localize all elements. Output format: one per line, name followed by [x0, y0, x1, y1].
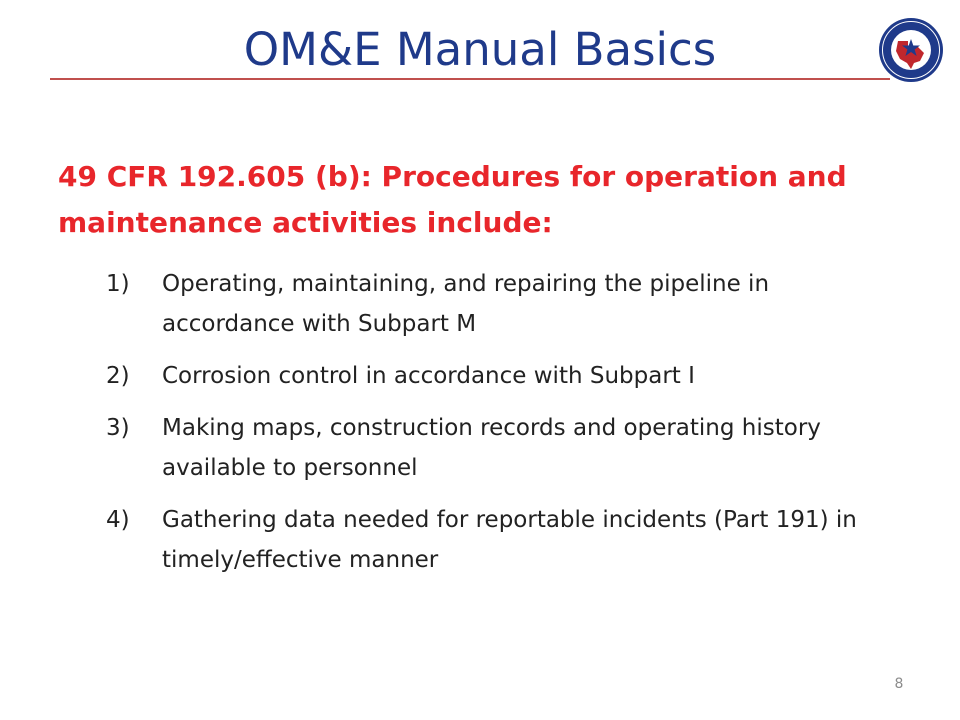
- list-item-text: Gathering data needed for reportable incidents (Part 191) in timely/effective manner: [162, 507, 857, 573]
- list-item-text: Operating, maintaining, and repairing the pipeline in accordance with Subpart M: [162, 271, 770, 337]
- regulation-heading: 49 CFR 192.605 (b): Procedures for operation and maintenance activities include:: [58, 160, 847, 239]
- list-item-number: 2): [106, 363, 130, 389]
- slide-title: OM&E Manual Basics: [243, 23, 717, 76]
- page-number: 8: [894, 676, 904, 692]
- procedure-list: [106, 264, 886, 592]
- list-item: [106, 356, 886, 396]
- list-item: [106, 408, 886, 488]
- railroad-commission-seal-icon: [878, 17, 944, 83]
- list-item-number: 4): [106, 507, 130, 533]
- list-item: [106, 264, 886, 344]
- list-item-number: 1): [106, 271, 130, 297]
- list-item-number: 3): [106, 415, 130, 441]
- list-item-text: Making maps, construction records and operating history available to personnel: [162, 415, 821, 481]
- list-item: [106, 500, 886, 580]
- title-divider: [50, 78, 890, 80]
- list-item-text: Corrosion control in accordance with Subpart I: [162, 363, 695, 389]
